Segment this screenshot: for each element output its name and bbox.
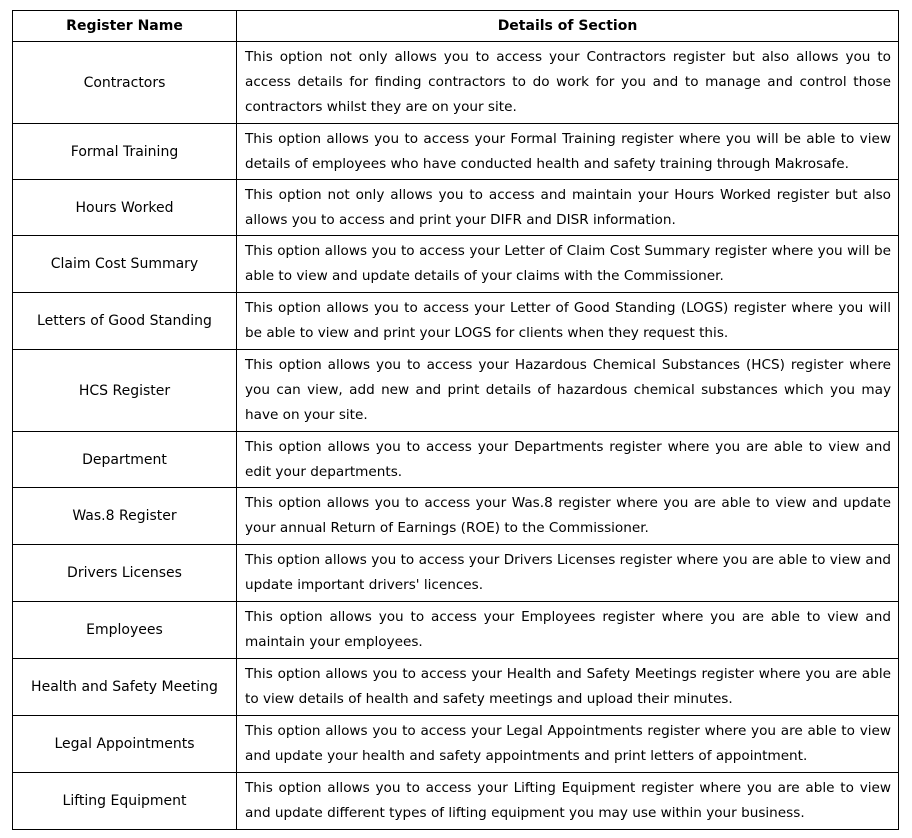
register-details: This option allows you to access your Lifting Equipment register where you are able to view and update different types of lifting equipment you may use within your business. (237, 773, 899, 830)
register-details: This option allows you to access your Employees register where you are able to view and maintain your employees. (237, 602, 899, 659)
table-row (13, 236, 899, 293)
details-header: Details of Section (237, 11, 899, 42)
register-details: This option not only allows you to access your Contractors register but also allows you to access details for finding contractors to do work for you and to manage and control those contractors whilst they are on your site. (237, 42, 899, 124)
register-details: This option allows you to access your Legal Appointments register where you are able to view and update your health and safety appointments and print letters of appointment. (237, 716, 899, 773)
register-name: Drivers Licenses (13, 545, 237, 602)
register-name: Legal Appointments (13, 716, 237, 773)
register-name: Department (13, 432, 237, 488)
register-details: This option allows you to access your Formal Training register where you will be able to view details of employees who have conducted health and safety training through Makrosafe. (237, 124, 899, 180)
table-row (13, 545, 899, 602)
register-details: This option allows you to access your Health and Safety Meetings register where you are able to view details of health and safety meetings and upload their minutes. (237, 659, 899, 716)
table-row (13, 773, 899, 830)
register-details: This option allows you to access your Letter of Good Standing (LOGS) register where you will be able to view and print your LOGS for clients when they request this. (237, 293, 899, 350)
table-row (13, 293, 899, 350)
register-name-header: Register Name (13, 11, 237, 42)
table-row (13, 350, 899, 432)
register-name: Formal Training (13, 124, 237, 180)
table-row (13, 488, 899, 545)
table-row (13, 602, 899, 659)
register-name: HCS Register (13, 350, 237, 432)
table-row (13, 42, 899, 124)
register-table (12, 10, 899, 830)
register-name: Employees (13, 602, 237, 659)
table-row (13, 659, 899, 716)
register-details: This option allows you to access your Drivers Licenses register where you are able to view and update important drivers' licences. (237, 545, 899, 602)
table-row (13, 432, 899, 488)
table-header-row (13, 11, 899, 42)
table-row (13, 180, 899, 236)
register-name: Hours Worked (13, 180, 237, 236)
register-details: This option allows you to access your Departments register where you are able to view and edit your departments. (237, 432, 899, 488)
register-name: Health and Safety Meeting (13, 659, 237, 716)
register-name: Contractors (13, 42, 237, 124)
table-row (13, 716, 899, 773)
register-name: Lifting Equipment (13, 773, 237, 830)
register-details: This option not only allows you to access and maintain your Hours Worked register but also allows you to access and print your DIFR and DISR information. (237, 180, 899, 236)
register-details: This option allows you to access your Letter of Claim Cost Summary register where you will be able to view and update details of your claims with the Commissioner. (237, 236, 899, 293)
register-name: Was.8 Register (13, 488, 237, 545)
register-details: This option allows you to access your Hazardous Chemical Substances (HCS) register where you can view, add new and print details of hazardous chemical substances which you may have on your site. (237, 350, 899, 432)
table-row (13, 124, 899, 180)
register-name: Letters of Good Standing (13, 293, 237, 350)
register-name: Claim Cost Summary (13, 236, 237, 293)
register-details: This option allows you to access your Was.8 register where you are able to view and update your annual Return of Earnings (ROE) to the Commissioner. (237, 488, 899, 545)
